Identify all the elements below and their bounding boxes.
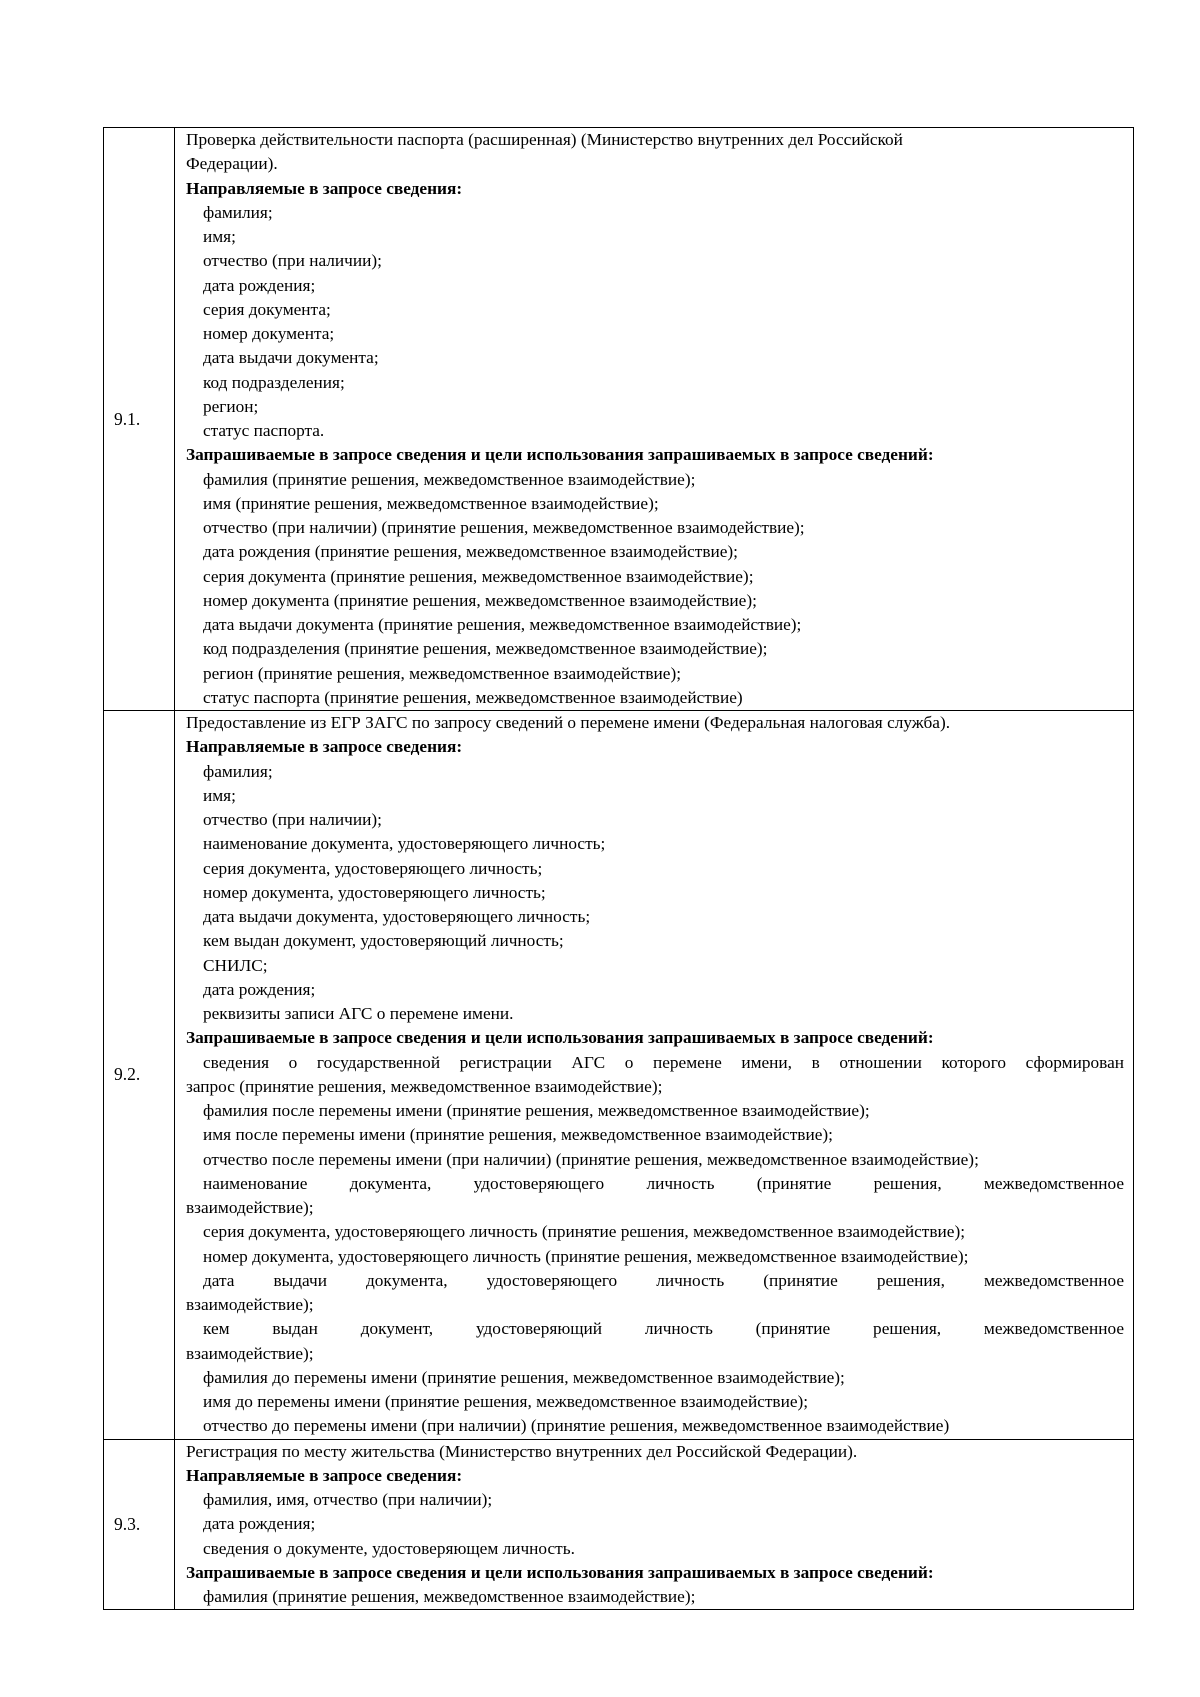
table-body: [104, 128, 1134, 1610]
text-line: отчество (при наличии) (принятие решения, межведомственное взаимодействие);: [203, 518, 805, 537]
text-line: статус паспорта (принятие решения, межведомственное взаимодействие): [203, 687, 743, 707]
text-line: дата выдачи документа;: [203, 348, 379, 368]
text-line: Предоставление из ЕГР ЗАГС по запросу сведений о перемене имени (Федеральная налоговая служба).: [186, 713, 951, 732]
row-content-cell: [175, 1439, 1134, 1610]
text-line: фамилия (принятие решения, межведомственное взаимодействие);: [203, 1587, 696, 1606]
text-line: дата рождения;: [203, 979, 316, 999]
text-line: номер документа;: [203, 324, 335, 343]
text-line: регион (принятие решения, межведомственное взаимодействие);: [203, 663, 682, 683]
text-line: имя (принятие решения, межведомственное взаимодействие);: [203, 493, 659, 513]
text-line: код подразделения (принятие решения, межведомственное взаимодействие);: [203, 639, 768, 659]
table-row: [104, 1439, 1134, 1610]
text-line: Регистрация по месту жительства (Министерство внутренних дел Российской Федерации).: [186, 1441, 858, 1461]
text-line: номер документа, удостоверяющего личность;: [203, 882, 546, 902]
row-number: 9.1.: [114, 408, 141, 429]
text-line: реквизиты записи АГС о перемене имени.: [203, 1004, 514, 1023]
table-row: [104, 128, 1134, 711]
text-line: взаимодействие);: [186, 1343, 314, 1363]
text-line: имя;: [203, 227, 236, 246]
text-line: имя до перемены имени (принятие решения, межведомственное взаимодействие);: [203, 1392, 809, 1411]
row-content-cell: [175, 128, 1134, 711]
row-content-cell: [175, 711, 1134, 1440]
text-line: дата рождения;: [203, 1514, 316, 1534]
text-line: дата рождения (принятие решения, межведомственное взаимодействие);: [203, 542, 738, 562]
text-line: дата рождения;: [203, 275, 316, 295]
text-line: отчество после перемены имени (при наличии) (принятие решения, межведомственное взаимодействие);: [203, 1149, 979, 1169]
text-line: дата выдачи документа (принятие решения, межведомственное взаимодействие);: [203, 615, 802, 634]
text-line: СНИЛС;: [203, 955, 268, 975]
text-line: взаимодействие);: [186, 1198, 314, 1217]
text-line: серия документа (принятие решения, межведомственное взаимодействие);: [203, 566, 754, 586]
requirements-table: [103, 127, 1134, 1610]
text-line: кем выдан документ, удостоверяющий личность (принятие решения, межведомственное: [203, 1319, 1124, 1339]
text-line: отчество (при наличии);: [203, 251, 382, 271]
row-number-cell: [104, 128, 175, 711]
text-line: взаимодействие);: [186, 1295, 314, 1314]
section-heading: Направляемые в запросе сведения:: [186, 178, 463, 198]
text-line: фамилия после перемены имени (принятие решения, межведомственное взаимодействие);: [203, 1101, 870, 1120]
text-line: фамилия до перемены имени (принятие решения, межведомственное взаимодействие);: [203, 1367, 845, 1387]
text-line: сведения о документе, удостоверяющем личность.: [203, 1538, 575, 1558]
section-heading: Направляемые в запросе сведения:: [186, 1465, 463, 1485]
text-line: серия документа;: [203, 299, 331, 319]
text-line: имя после перемены имени (принятие решения, межведомственное взаимодействие);: [203, 1125, 833, 1145]
text-line: Федерации).: [186, 154, 278, 174]
text-line: запрос (принятие решения, межведомственное взаимодействие);: [186, 1076, 663, 1096]
text-line: кем выдан документ, удостоверяющий личность;: [203, 931, 564, 951]
section-heading: Запрашиваемые в запросе сведения и цели использования запрашиваемых в запросе сведений:: [186, 445, 934, 465]
text-line: фамилия;: [203, 202, 273, 222]
text-line: фамилия, имя, отчество (при наличии);: [203, 1490, 493, 1509]
text-line: номер документа (принятие решения, межведомственное взаимодействие);: [203, 590, 757, 610]
row-number-cell: [104, 1439, 175, 1610]
text-line: статус паспорта.: [203, 421, 325, 440]
text-line: наименование документа, удостоверяющего личность;: [203, 834, 606, 854]
text-line: фамилия;: [203, 761, 273, 781]
text-line: имя;: [203, 785, 236, 805]
section-heading: Запрашиваемые в запросе сведения и цели использования запрашиваемых в запросе сведений:: [186, 1562, 934, 1582]
text-line: Проверка действительности паспорта (расширенная) (Министерство внутренних дел Российской: [186, 130, 903, 149]
text-line: дата выдачи документа, удостоверяющего личность (принятие решения, межведомственное: [203, 1270, 1124, 1290]
text-line: отчество до перемены имени (при наличии) (принятие решения, межведомственное взаимодействие): [203, 1416, 950, 1436]
row-number: 9.3.: [114, 1513, 141, 1534]
text-line: отчество (при наличии);: [203, 810, 382, 829]
text-line: номер документа, удостоверяющего личность (принятие решения, межведомственное взаимодействие);: [203, 1246, 969, 1266]
section-heading: Запрашиваемые в запросе сведения и цели использования запрашиваемых в запросе сведений:: [186, 1028, 934, 1048]
text-line: серия документа, удостоверяющего личность;: [203, 858, 543, 878]
row-number-cell: [104, 711, 175, 1440]
text-line: дата выдачи документа, удостоверяющего личность;: [203, 907, 591, 926]
text-line: сведения о государственной регистрации АГС о перемене имени, в отношении которого сформирован: [203, 1052, 1124, 1072]
text-line: регион;: [203, 396, 259, 416]
text-line: фамилия (принятие решения, межведомственное взаимодействие);: [203, 469, 696, 489]
text-line: наименование документа, удостоверяющего личность (принятие решения, межведомственное: [203, 1173, 1124, 1193]
table-row: [104, 711, 1134, 1440]
section-heading: Направляемые в запросе сведения:: [186, 737, 463, 757]
row-number: 9.2.: [114, 1064, 141, 1085]
text-line: серия документа, удостоверяющего личность (принятие решения, межведомственное взаимодействие);: [203, 1222, 965, 1242]
text-line: код подразделения;: [203, 372, 345, 392]
